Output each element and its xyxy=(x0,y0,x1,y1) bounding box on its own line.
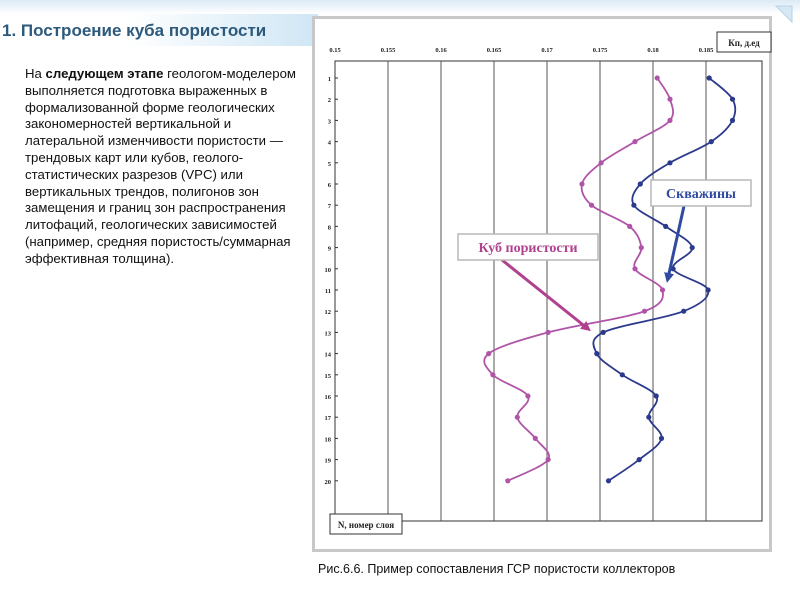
y-tick-label: 11 xyxy=(324,288,331,295)
wells-data-point xyxy=(637,457,642,462)
wells-data-point xyxy=(730,118,735,123)
cube-data-point xyxy=(546,330,551,335)
cube-data-point xyxy=(632,266,637,271)
cube-data-point xyxy=(639,245,644,250)
wells-data-point xyxy=(620,372,625,377)
corner-decoration-icon xyxy=(772,2,796,24)
wells-data-point xyxy=(707,75,712,80)
y-tick-label: 2 xyxy=(327,97,331,105)
y-tick-label: 12 xyxy=(324,309,331,317)
cube-data-point xyxy=(546,457,551,462)
y-tick-label: 17 xyxy=(324,415,331,423)
wells-data-point xyxy=(646,415,651,420)
cube-data-point xyxy=(660,287,665,292)
cube-data-point xyxy=(486,351,491,356)
x-tick-label: 0.165 xyxy=(486,47,502,54)
ylabel-box xyxy=(330,514,402,534)
x-tick-label: 0.17 xyxy=(541,47,553,54)
wells-data-point xyxy=(690,245,695,250)
cube-data-point xyxy=(642,309,647,314)
wells-data-point xyxy=(659,436,664,441)
y-tick-label: 9 xyxy=(327,245,331,253)
wells-annotation-label: Скважины xyxy=(666,187,736,202)
cube-data-point xyxy=(627,224,632,229)
x-tick-label: 0.155 xyxy=(380,47,396,54)
cube-data-point xyxy=(589,203,594,208)
cube-data-point xyxy=(505,478,510,483)
y-tick-label: 19 xyxy=(324,457,331,465)
y-tick-label: 7 xyxy=(327,203,331,211)
x-tick-label: 0.18 xyxy=(647,47,659,54)
y-tick-label: 6 xyxy=(327,182,331,189)
y-tick-label: 1 xyxy=(327,76,331,83)
wells-data-point xyxy=(601,330,606,335)
y-tick-label: 8 xyxy=(327,224,331,232)
y-tick-label: 16 xyxy=(324,394,331,401)
x-tick-label: 0.185 xyxy=(698,47,714,54)
wells-data-point xyxy=(681,309,686,314)
wells-data-point xyxy=(606,478,611,483)
wells-data-point xyxy=(709,139,714,144)
cube-annotation-label: Куб пористости xyxy=(478,241,578,256)
x-axis-label: Кп, д.ед xyxy=(728,38,760,48)
cube-data-point xyxy=(655,75,660,80)
wells-data-point xyxy=(706,287,711,292)
y-tick-label: 5 xyxy=(327,160,331,168)
wells-data-point xyxy=(730,97,735,102)
figure-caption: Рис.6.6. Пример сопоставления ГСР пористости коллекторов xyxy=(318,562,676,576)
body-lead: На xyxy=(25,66,46,81)
y-tick-label: 15 xyxy=(324,372,331,380)
porosity-comparison-chart xyxy=(312,16,772,552)
cube-data-point xyxy=(515,415,520,420)
x-tick-label: 0.175 xyxy=(592,47,608,54)
cube-data-point xyxy=(579,181,584,186)
top-decor-band xyxy=(0,0,800,14)
x-tick-label: 0.15 xyxy=(329,47,341,54)
y-axis-label: N, номер слоя xyxy=(337,520,395,530)
body-paragraph xyxy=(25,66,303,268)
body-rest: геологом-моделером выполняется подготовка выраженных в формализованной форме геологических закономерностей вертикальной и латеральной изменчивости пористости — трендовых карт или кубов, геолого-статистических разрезов (VPC) или вертикальных трендов, полигонов зон замещения и границ зон распространения литофаций, геологических зависимостей (например, средняя пористость/суммарная эффективная толщина). xyxy=(25,66,296,266)
wells-data-point xyxy=(654,393,659,398)
y-tick-label: 14 xyxy=(324,351,331,359)
wells-data-point xyxy=(631,203,636,208)
cube-data-point xyxy=(667,97,672,102)
cube-data-point xyxy=(667,118,672,123)
wells-data-point xyxy=(594,351,599,356)
y-tick-label: 18 xyxy=(324,436,331,444)
y-tick-label: 3 xyxy=(327,118,331,126)
y-tick-label: 13 xyxy=(324,330,331,338)
wells-data-point xyxy=(638,181,643,186)
cube-data-point xyxy=(525,393,530,398)
slide-title: 1. Построение куба пористости xyxy=(2,21,267,40)
y-tick-label: 20 xyxy=(324,478,331,486)
cube-data-point xyxy=(533,436,538,441)
wells-data-point xyxy=(663,224,668,229)
x-tick-label: 0.16 xyxy=(435,47,447,54)
y-tick-label: 4 xyxy=(327,139,331,147)
cube-data-point xyxy=(599,160,604,165)
cube-data-point xyxy=(490,372,495,377)
y-tick-label: 10 xyxy=(324,266,331,274)
body-emphasis: следующем этапе xyxy=(45,66,164,81)
wells-data-point xyxy=(667,160,672,165)
xlabel-box xyxy=(717,32,771,52)
cube-data-point xyxy=(632,139,637,144)
